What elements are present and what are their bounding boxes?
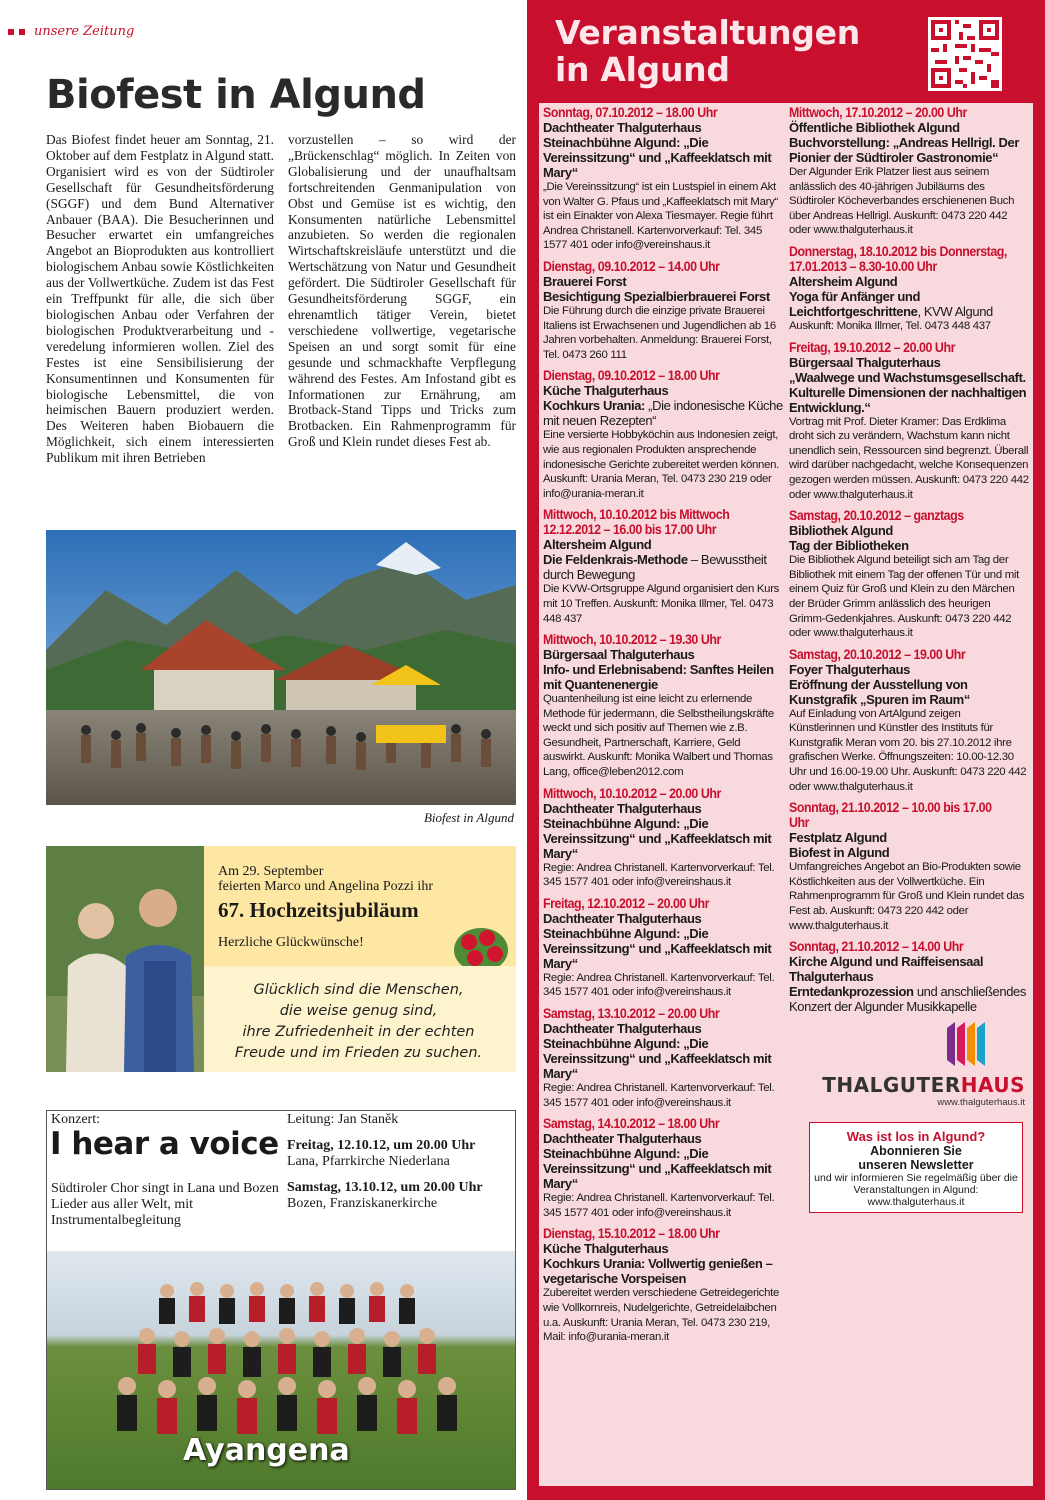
- event-title-main: Steinachbühne Algund: „Die Vereinssitzung“ und „Kaffeeklatsch mit Mary“: [543, 1146, 772, 1192]
- couple-photo: [46, 846, 204, 1072]
- event-title-main: „Waalwege und Wachstumsgesellschaft. Kulturelle Dimensionen der nachhaltigen Entwicklung.“: [789, 369, 1027, 415]
- event-place: Dachtheater Thalguterhaus: [543, 910, 702, 926]
- event-description: Umfangreiches Angebot an Bio-Produkten sowie Köstlichkeiten aus der Vollwertküche. Ein Rahmenprogramm für Groß und Klein rundet das Fest ab. Auskunft: 0473 220 442 oder www.thalguterhaus.it: [789, 861, 1024, 932]
- event-date: Mittwoch, 10.10.2012 – 20.00 Uhr: [543, 785, 721, 801]
- publication-name: unsere Zeitung: [34, 24, 135, 39]
- event-description: Auskunft: Monika Illmer, Tel. 0473 448 437: [789, 319, 991, 332]
- event-entry: [789, 800, 1029, 933]
- event-place: Kirche Algund und Raiffeisensaal Thalguterhaus: [789, 954, 984, 985]
- newsletter-line: unseren Newsletter: [858, 1158, 974, 1173]
- event-entry: [543, 896, 783, 1000]
- newsletter-url[interactable]: www.thalguterhaus.it: [867, 1196, 965, 1209]
- event-title: [789, 984, 1029, 1014]
- event-title: [789, 135, 1029, 165]
- event-title-main: Steinachbühne Algund: „Die Vereinssitzung“ und „Kaffeeklatsch mit Mary“: [543, 925, 772, 971]
- newsletter-box: [809, 1122, 1023, 1213]
- logo-bars-icon: [947, 1022, 993, 1066]
- events-column-2: [789, 105, 1029, 1486]
- logo-url[interactable]: www.thalguterhaus.it: [937, 1097, 1025, 1109]
- event-title-main: Yoga für Anfänger und Leichtfortgeschrittene: [789, 288, 920, 319]
- event-place: Dachtheater Thalguterhaus: [543, 1131, 702, 1147]
- anniversary-headline: 67. Hochzeitsjubiläum: [218, 898, 419, 922]
- photo-caption: Biofest in Algund: [423, 810, 514, 825]
- event-title-main: Info- und Erlebnisabend: Sanftes Heilen mit Quantenenergie: [543, 662, 774, 693]
- concert-description: Südtiroler Chor singt in Lana und Bozen Lieder aus aller Welt, mit Instrumentalbegleitung: [51, 1181, 279, 1228]
- concert-label: Konzert:: [51, 1112, 100, 1127]
- event-date: Samstag, 20.10.2012 – 19.00 Uhr: [789, 646, 966, 662]
- newsletter-note: und wir informieren Sie regelmäßig über die Veranstaltungen in Algund:: [814, 1172, 1018, 1197]
- anniversary-date-line: Am 29. September: [218, 864, 324, 879]
- concert-title: I hear a voice: [50, 1126, 279, 1162]
- choir-name: Ayangena: [183, 1433, 350, 1468]
- event-date: Freitag, 19.10.2012 – 20.00 Uhr: [789, 339, 955, 355]
- event-description: Regie: Andrea Christanell. Kartenvorverkauf: Tel. 345 1577 401 oder info@vereinshaus.it: [543, 1192, 775, 1219]
- quote-line: Freude und im Frieden zu suchen.: [234, 1045, 483, 1061]
- event-entry: [543, 1116, 783, 1220]
- event-description: Zubereitet werden verschiedene Getreidegerichte wie Vollkornreis, Nudelgerichte, Getreidelaibchen u.a. Auskunft: Urania Meran, Tel. 0473 230 219, Mail: info@urania-meran.it: [543, 1287, 780, 1344]
- event-date: Dienstag, 09.10.2012 – 14.00 Uhr: [543, 258, 720, 274]
- event-entry: [789, 647, 1029, 795]
- event-place: Dachtheater Thalguterhaus: [543, 120, 702, 135]
- event-description: „Die Vereinssitzung“ ist ein Lustspiel in einem Akt von Walter G. Pfaus und „Kaffeeklatsch mit Mary“ ist ein Einakter von Alexa Tiesmayer. Regie führt Andrea Christanell. Kartenvorverkauf: Tel. 345 1577 401 oder info@vereinshaus.it: [543, 181, 779, 252]
- event-title: [543, 1036, 783, 1081]
- events-list: [539, 103, 1033, 1486]
- events-panel: [527, 0, 1045, 1500]
- event-entry: [789, 939, 1029, 1014]
- event-place: Foyer Thalguterhaus: [789, 661, 910, 677]
- event-title-main: Die Feldenkrais-Methode: [543, 552, 688, 568]
- event-title: [543, 1256, 783, 1286]
- thalguterhaus-logo: [789, 1022, 1029, 1108]
- event-date: Mittwoch, 17.10.2012 – 20.00 Uhr: [789, 105, 967, 120]
- event-description: Regie: Andrea Christanell. Kartenvorverkauf: Tel. 345 1577 401 oder info@vereinshaus.it: [543, 1082, 775, 1109]
- event-title-main: Steinachbühne Algund: „Die Vereinssitzung“ und „Kaffeeklatsch mit Mary“: [543, 135, 772, 180]
- event-title-main: Buchvorstellung: „Andreas Hellrigl. Der Pionier der Südtiroler Gastronomie“: [789, 135, 1020, 165]
- event-entry: [789, 508, 1029, 641]
- quote-line: die weise genug sind,: [279, 1003, 438, 1019]
- page-title: Biofest in Algund: [46, 72, 426, 118]
- event-title-main: Besichtigung Spezialbierbrauerei Forst: [543, 288, 770, 304]
- event-place: Dachtheater Thalguterhaus: [543, 1021, 702, 1037]
- concert-where: Lana, Pfarrkirche Niederlana: [287, 1154, 450, 1169]
- event-title: [543, 552, 783, 582]
- event-date: Dienstag, 09.10.2012 – 18.00 Uhr: [543, 368, 720, 384]
- event-entry: [543, 105, 783, 253]
- event-date: Sonntag, 21.10.2012 – 14.00 Uhr: [789, 939, 964, 955]
- market-scene-image: [46, 530, 516, 805]
- event-entry: [543, 1226, 783, 1344]
- event-title-main: Erntedankprozession: [789, 984, 914, 1000]
- event-title: [543, 816, 783, 861]
- event-description: Die Führung durch die einzige private Brauerei Italiens ist Erwachsenen und Jugendlichen ab 16 Jahren vorbehalten. Anmeldung: Brauerei Forst, Tel. 0473 260 111: [543, 304, 776, 361]
- newsletter-line: Abonnieren Sie: [870, 1144, 962, 1159]
- logo-wordmark: [789, 1073, 1025, 1097]
- event-place: Brauerei Forst: [543, 273, 627, 289]
- concert-where: Bozen, Franziskanerkirche: [287, 1196, 438, 1211]
- quote-line: Glücklich sind die Menschen,: [253, 982, 464, 998]
- event-place: Festplatz Algund: [789, 830, 887, 846]
- events-title: [555, 14, 860, 88]
- biofest-photo: [46, 530, 516, 805]
- event-title-rest: „Die indonesische Küche mit neuen Rezepten“: [543, 398, 783, 429]
- event-title: [543, 398, 783, 428]
- quote-line: ihre Zufriedenheit in der echten: [242, 1024, 475, 1040]
- event-date: Freitag, 12.10.2012 – 20.00 Uhr: [543, 895, 709, 911]
- event-description: Die Bibliothek Algund beteiligt sich am Tag der Bibliothek mit einem Tag der offenen Tür und mit einem Quiz für Groß und Klein zu den Märchen der Brüder Grimm anlässlich des heurigen Grimm-Gedenkjahres. Auskunft: 0473 220 442 oder www.thalguterhaus.it: [789, 554, 1020, 640]
- event-date: Mittwoch, 10.10.2012 – 19.30 Uhr: [543, 632, 721, 648]
- event-description: Auf Einladung von ArtAlgund zeigen Künstlerinnen und Künstler des Instituts für Kunstgrafik Meran vom 20. bis 27.10.2012 ihre grafischen Werke. Öffnungszeiten: 10.00-12.30 Uhr und 16.00-19.00 Uhr. Auskunft: 0473 220 442 oder www.thalguterhaus.it: [789, 707, 1027, 793]
- anniversary-box: [46, 846, 516, 1072]
- concert-date-1: [287, 1138, 515, 1170]
- event-place: Altersheim Algund: [543, 537, 652, 553]
- concert-when: Samstag, 13.10.12, um 20.00 Uhr: [287, 1180, 483, 1195]
- event-date: Sonntag, 21.10.2012 – 10.00 bis 17.00 Uhr: [789, 800, 992, 831]
- events-column-1: [543, 105, 783, 1486]
- event-entry: [789, 340, 1029, 503]
- event-place: Bürgersaal Thalguterhaus: [543, 647, 695, 663]
- event-place: Küche Thalguterhaus: [543, 1241, 669, 1257]
- article-column-1: Das Biofest findet heuer am Sonntag, 21. Oktober auf dem Festplatz in Algund statt. Organisiert wird es von der Südtiroler Gesellschaft für Gesundheitsförderung (SGGF) und dem Bund Alternativer Anbauer (BAA). Die Besucherinnen und Besucher erwartet ein umfangreiches Angebot an Bioprodukten aus kontrolliert biologischem Anbau sowie Köstlichkeiten aus der Vollwertküche. Zudem ist das Fest ein Treffpunkt für alle, die sich über biologischen Anbau oder Verfahren der biologischen Produktverarbeitung und -veredelung informieren wollen. Ziel des Festes ist eine Sensibilisierung der Konsumentinnen und Konsumenten für biologische Lebensmittel, die von heimischen Bauern produziert werden. Des Weiteren haben Biobauern die Möglichkeit, sich einem interessierten Publikum mit ihren Betrieben: [46, 132, 274, 466]
- event-description: Der Algunder Erik Platzer liest aus seinem anlässlich des 40-jährigen Jubiläums des Südtiroler Köcheverbandes erschienenen Buch über Andreas Hellrigl. Auskunft: 0473 220 442 oder www.thalguterhaus.it: [789, 166, 1015, 237]
- event-place: Küche Thalguterhaus: [543, 383, 669, 399]
- concert-box: [46, 1110, 516, 1490]
- event-description: Quantenheilung ist eine leicht zu erlernende Methode für jedermann, die Selbstheilungskräfte weckt und sich positiv auf Themen wie z.B. Gesundheit, Partnerschaft, Karriere, Geld auswirkt. Auskunft: Monika Walbert und Thomas Lang, office@leben2012.com: [543, 693, 774, 779]
- event-date: Dienstag, 15.10.2012 – 18.00 Uhr: [543, 1226, 720, 1242]
- newsletter-question: Was ist los in Algund?: [846, 1129, 986, 1145]
- event-title: [543, 135, 783, 180]
- event-entry: [543, 1006, 783, 1110]
- event-title-main: Steinachbühne Algund: „Die Vereinssitzung“ und „Kaffeeklatsch mit Mary“: [543, 815, 772, 861]
- article-column-2: vorzustellen – so wird der „Brückenschlag“ möglich. In Zeiten von Globalisierung und der unaufhaltsam fortschreitenden Genmanipulation von Obst und Gemüse ist es wichtig, den Konsumenten natürliche Lebensmittel anzubieten. So werden die regionalen Wirtschaftskreisläufe unterstützt und die Wertschätzung von Natur und Gesundheit gefördert. Die Südtiroler Gesellschaft für Gesundheitsförderung SGGF, ein ehrenamtlich tätiger Verein, bietet verschiedene vollwertige, vegetarische Speisen an und sorgt somit für eine gesunde und schmackhafte Verpflegung während des Festes. Am Infostand gibt es Informationen zur Ernährung, am Brotback-Stand Tipps und Tricks zum Brotbacken. Ein Rahmenprogramm für Groß und Klein rundet dieses Fest ab.: [288, 132, 516, 450]
- event-title-rest: und anschließendes Konzert der Algunder Musikkapelle: [789, 984, 1026, 1015]
- event-entry: [543, 507, 783, 626]
- event-title-main: Steinachbühne Algund: „Die Vereinssitzung“ und „Kaffeeklatsch mit Mary“: [543, 1036, 772, 1082]
- event-description: Regie: Andrea Christanell. Kartenvorverkauf: Tel. 345 1577 401 oder info@vereinshaus.it: [543, 971, 775, 999]
- event-place: Bibliothek Algund: [789, 523, 893, 539]
- event-date: Sonntag, 07.10.2012 – 18.00 Uhr: [543, 105, 718, 120]
- anniversary-intro: [218, 864, 433, 894]
- event-entry: [543, 368, 783, 501]
- events-title-line: Veranstaltungen: [555, 13, 860, 52]
- event-title: [789, 289, 1029, 319]
- event-place: Dachtheater Thalguterhaus: [543, 800, 702, 816]
- logo-word-a: THALGUTER: [822, 1073, 961, 1098]
- event-title-main: Eröffnung der Ausstellung von Kunstgrafik „Spuren im Raum“: [789, 676, 970, 707]
- event-title-main: Kochkurs Urania: Vollwertig genießen – vegetarische Vorspeisen: [543, 1256, 773, 1287]
- article-body: [46, 132, 516, 522]
- event-date: Donnerstag, 18.10.2012 bis Donnerstag, 17.01.2013 – 8.30-10.00 Uhr: [789, 243, 1007, 274]
- qr-code-icon[interactable]: [928, 17, 1002, 91]
- event-date: Samstag, 14.10.2012 – 18.00 Uhr: [543, 1116, 720, 1132]
- concert-details: [287, 1112, 515, 1222]
- square-icon: [19, 29, 25, 35]
- event-title: [543, 926, 783, 971]
- concert-when: Freitag, 12.10.12, um 20.00 Uhr: [287, 1138, 476, 1153]
- event-title: [543, 662, 783, 692]
- event-title: [789, 538, 1029, 553]
- event-title: [543, 1146, 783, 1191]
- publication-mark: [8, 24, 134, 39]
- couple-image: [46, 846, 204, 1072]
- event-title: [543, 289, 783, 304]
- event-description: Eine versierte Hobbyköchin aus Indonesien zeigt, wie aus regionalen Produkten ansprechende indonesische Gerichte zubereitet werden können. Auskunft: Urania Meran, Tel. 0473 230 219 oder info@urania-meran.it: [543, 429, 780, 500]
- square-icon: [8, 29, 14, 35]
- event-title-main: Biofest in Algund: [789, 845, 890, 861]
- event-description: Regie: Andrea Christanell. Kartenvorverkauf: Tel. 345 1577 401 oder info@vereinshaus.it: [543, 861, 775, 889]
- event-place: Bürgersaal Thalguterhaus: [789, 354, 941, 370]
- event-entry: [543, 259, 783, 362]
- event-title: [789, 845, 1029, 860]
- concert-date-2: [287, 1180, 515, 1212]
- event-description: Vortrag mit Prof. Dieter Kramer: Das Erdklima droht sich zu verändern, Wachstum kann nicht unendlich sein, Ressourcen sind begrenzt. Überall wird darüber nachgedacht, welche Konsequenzen gezogen werden müssen. Auskunft: 0473 220 442 oder www.thalguterhaus.it: [789, 415, 1029, 501]
- anniversary-couple-line: feierten Marco und Angelina Pozzi ihr: [218, 879, 433, 894]
- event-entry: [789, 244, 1029, 334]
- event-description: Die KVW-Ortsgruppe Algund organisiert den Kurs mit 10 Treffen. Auskunft: Monika Illmer, Tel. 0473 448 437: [543, 583, 780, 625]
- events-title-line: in Algund: [555, 50, 730, 89]
- concert-lead: Leitung: Jan Staněk: [287, 1112, 399, 1127]
- logo-word-b: HAUS: [960, 1073, 1025, 1098]
- event-place: Altersheim Algund: [789, 273, 898, 289]
- anniversary-congrats: Herzliche Glückwünsche!: [218, 935, 364, 950]
- event-entry: [543, 786, 783, 890]
- event-title: [789, 370, 1029, 415]
- event-date: Mittwoch, 10.10.2012 bis Mittwoch 12.12.2012 – 16.00 bis 17.00 Uhr: [543, 507, 730, 538]
- event-title-main: Tag der Bibliotheken: [789, 538, 909, 554]
- event-date: Samstag, 20.10.2012 – ganztags: [789, 508, 964, 524]
- event-title-rest: – Bewusstheit durch Bewegung: [543, 552, 767, 583]
- event-place: Öffentliche Bibliothek Algund: [789, 120, 960, 135]
- event-title-main: Kochkurs Urania:: [543, 398, 645, 414]
- event-title-rest: , KVW Algund: [917, 303, 993, 319]
- event-entry: [789, 105, 1029, 238]
- event-title: [789, 677, 1029, 707]
- event-entry: [543, 632, 783, 780]
- anniversary-quote: [206, 980, 511, 1064]
- event-date: Samstag, 13.10.2012 – 20.00 Uhr: [543, 1006, 720, 1022]
